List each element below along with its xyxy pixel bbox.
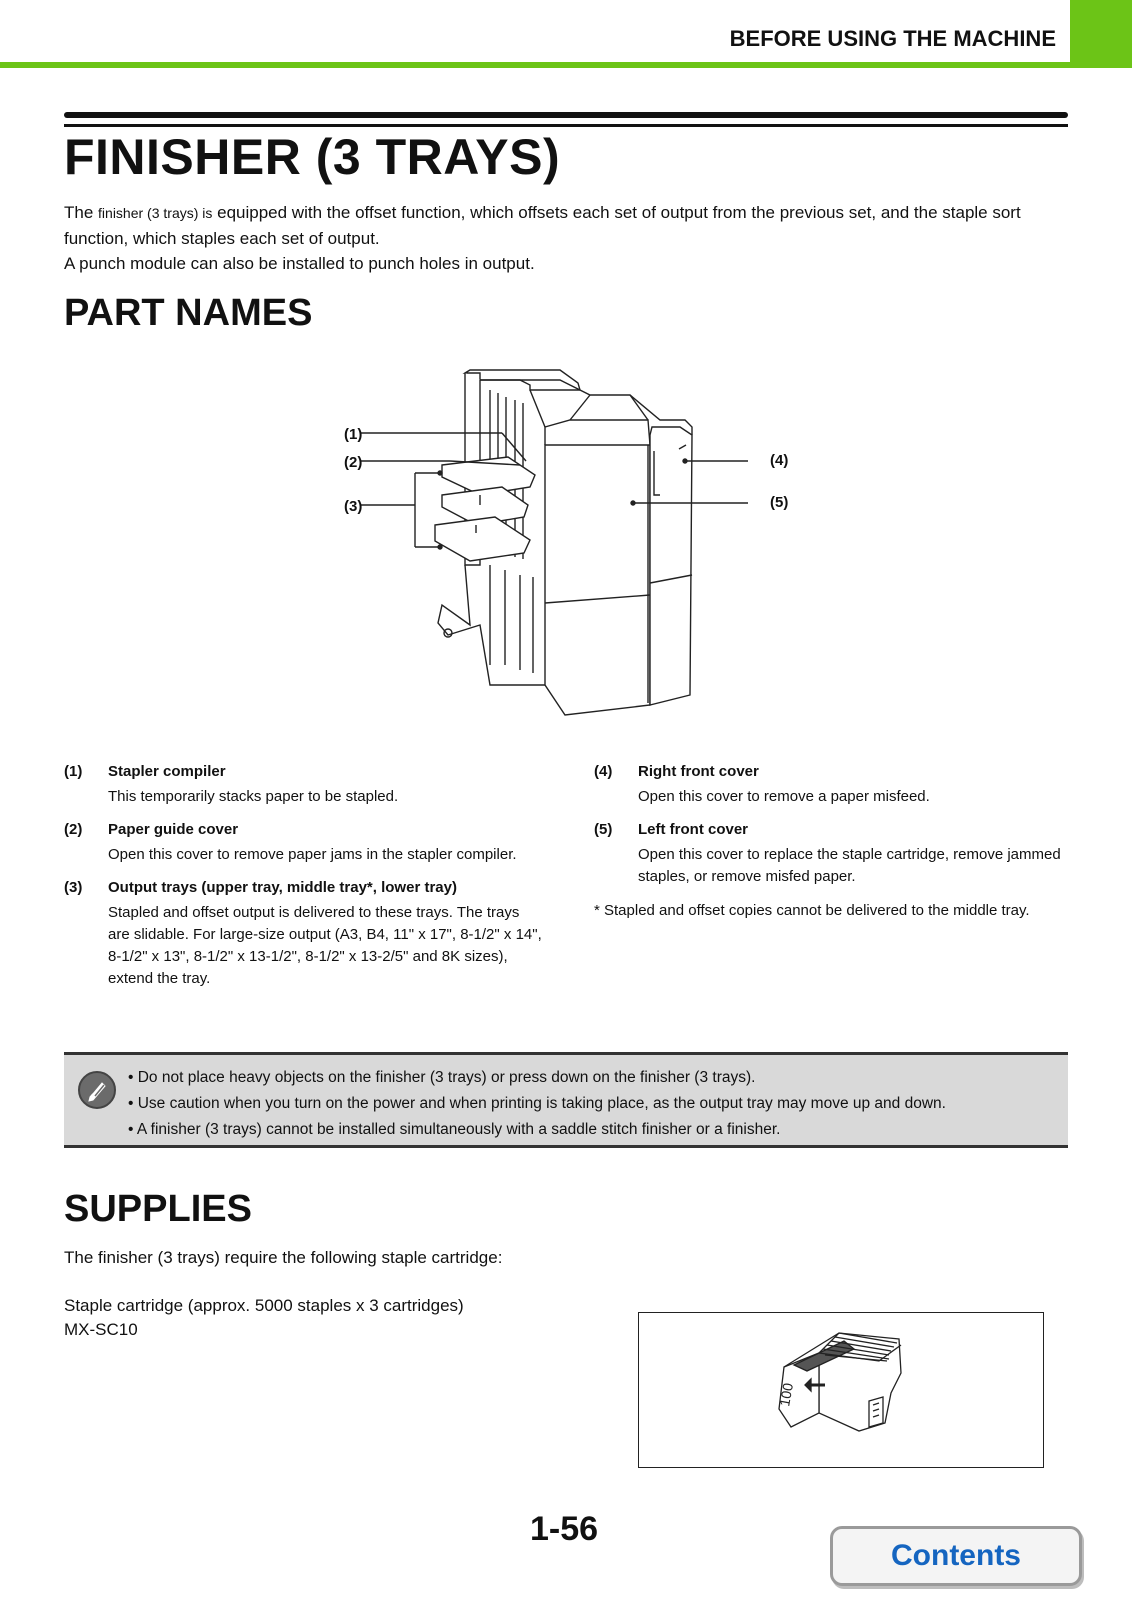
page-number: 1-56 xyxy=(530,1510,599,1548)
supplies-model: MX-SC10 xyxy=(64,1320,138,1339)
part-description: This temporarily stacks paper to be stapled. xyxy=(108,788,399,805)
parts-list-right xyxy=(594,762,1074,922)
part-number: (5) xyxy=(594,821,613,838)
part-number: (4) xyxy=(594,763,613,780)
intro-text-b: equipped with the offset function, which offsets each set of output from the previous set, and the staple sort function, which staples each set of output. xyxy=(64,203,1021,248)
part-name: Left front cover xyxy=(638,821,749,838)
part-name: Stapler compiler xyxy=(108,763,226,780)
callout-1: (1) xyxy=(344,426,363,443)
parts-list-left xyxy=(64,762,544,1002)
intro-text-line2: A punch module can also be installed to punch holes in output. xyxy=(64,254,535,273)
header-accent-tab xyxy=(1070,0,1132,68)
contents-button[interactable]: Contents xyxy=(830,1526,1082,1586)
part-description: Open this cover to remove paper jams in the stapler compiler. xyxy=(108,846,517,863)
part-name: Output trays (upper tray, middle tray*, lower tray) xyxy=(108,879,457,896)
part-name: Right front cover xyxy=(638,763,759,780)
intro-text-a: The xyxy=(64,203,99,222)
part-description: Open this cover to remove a paper misfeed. xyxy=(638,788,930,805)
title-rule-thick xyxy=(64,112,1068,118)
staple-cartridge-frame xyxy=(638,1312,1044,1468)
callout-3: (3) xyxy=(344,498,363,515)
part-number: (2) xyxy=(64,821,83,838)
callout-2: (2) xyxy=(344,454,363,471)
note-item: • Do not place heavy objects on the finisher (3 trays) or press down on the finisher (3 trays). xyxy=(128,1065,946,1091)
part-item xyxy=(64,762,544,808)
part-description: Open this cover to replace the staple cartridge, remove jammed staples, or remove misfed paper. xyxy=(638,846,1061,885)
part-description: Stapled and offset output is delivered to these trays. The trays are slidable. For large-size output (A3, B4, 11" x 17", 8-1/2" x 14", 8-1/2" x 13", 8-1/2" x 13-1/2", 8-1/2" x 13-2/5" and 8K sizes), extend the tray. xyxy=(108,904,542,987)
note-item: • Use caution when you turn on the power and when printing is taking place, as the output tray may move up and down. xyxy=(128,1091,946,1117)
staple-cartridge-illustration xyxy=(639,1313,1043,1467)
cartridge-marking: 100 xyxy=(776,1381,797,1408)
title-rule-thin xyxy=(64,124,1068,127)
note-item: • A finisher (3 trays) cannot be installed simultaneously with a saddle stitch finisher or a finisher. xyxy=(128,1117,946,1143)
header-accent-line xyxy=(0,62,1132,68)
part-names-heading: PART NAMES xyxy=(64,292,313,334)
supplies-item: Staple cartridge (approx. 5000 staples x 3 cartridges) xyxy=(64,1296,464,1315)
intro-paragraph xyxy=(64,200,1074,276)
part-item xyxy=(64,878,544,990)
note-list xyxy=(128,1065,946,1143)
note-box xyxy=(64,1052,1068,1148)
header-bar xyxy=(0,0,1132,72)
supplies-heading: SUPPLIES xyxy=(64,1188,252,1230)
part-item xyxy=(64,820,544,866)
part-item xyxy=(594,762,1074,808)
pencil-note-icon xyxy=(78,1071,116,1109)
part-item xyxy=(594,820,1074,888)
part-number: (3) xyxy=(64,879,83,896)
footnote: * Stapled and offset copies cannot be delivered to the middle tray. xyxy=(594,902,1030,919)
finisher-illustration xyxy=(330,365,800,740)
supplies-intro: The finisher (3 trays) require the following staple cartridge: xyxy=(64,1248,503,1267)
part-name: Paper guide cover xyxy=(108,821,239,838)
callout-4: (4) xyxy=(770,452,789,469)
intro-text-small: finisher (3 trays) is xyxy=(98,205,213,221)
callout-5: (5) xyxy=(770,494,789,511)
page-title: FINISHER (3 TRAYS) xyxy=(64,129,561,185)
section-header: BEFORE USING THE MACHINE xyxy=(729,26,1056,51)
part-number: (1) xyxy=(64,763,83,780)
